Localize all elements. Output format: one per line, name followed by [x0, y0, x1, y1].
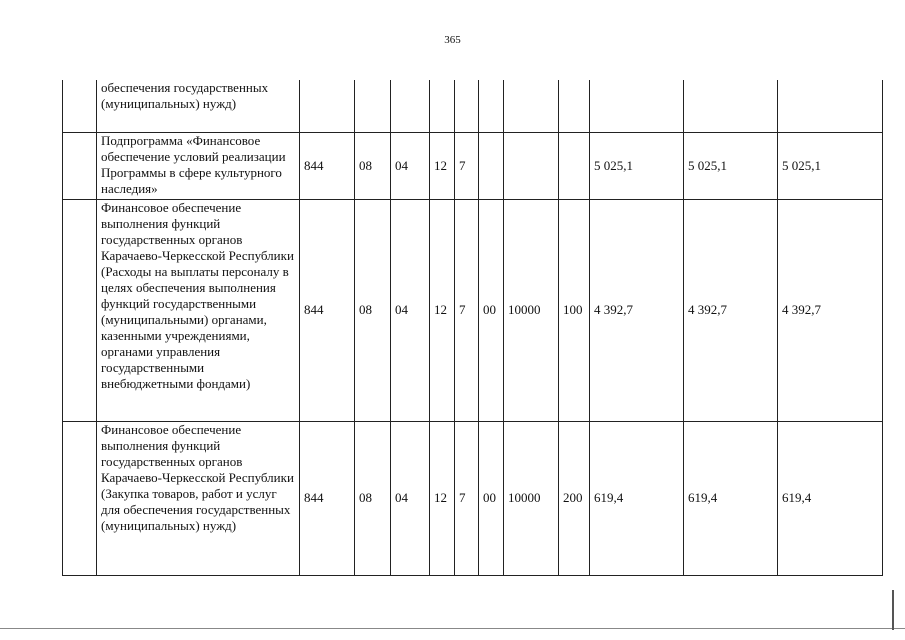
section-code-cell: [355, 80, 391, 132]
section-code-cell: 08: [355, 421, 391, 575]
ministry-code-cell: [300, 80, 355, 132]
sum-year3-cell: 4 392,7: [778, 199, 883, 421]
ministry-code-cell: 844: [300, 199, 355, 421]
row-number-cell: [63, 80, 97, 132]
expense-type-cell: 100: [559, 199, 590, 421]
ministry-code-cell: 844: [300, 421, 355, 575]
description-cell: Подпрограмма «Финансовое обеспечение условий реализации Программы в сфере культурного наследия»: [97, 132, 300, 199]
subsection-code-cell: 04: [391, 199, 430, 421]
section-code-cell: 08: [355, 199, 391, 421]
subprogram-code-cell: 7: [455, 132, 479, 199]
sum-year3-cell: 5 025,1: [778, 132, 883, 199]
budget-table: [62, 80, 883, 576]
description-cell: обеспечения государственных (муниципальных) нужд): [97, 80, 300, 132]
sum-year1-cell: 5 025,1: [590, 132, 684, 199]
subprogram-code-cell: 7: [455, 199, 479, 421]
sum-year3-cell: [778, 80, 883, 132]
sum-year1-cell: 4 392,7: [590, 199, 684, 421]
sum-year1-cell: [590, 80, 684, 132]
table-row: [63, 199, 883, 421]
sum-year2-cell: 619,4: [684, 421, 778, 575]
expense-code-cell: [504, 80, 559, 132]
page-number: 365: [444, 34, 461, 46]
direction-code-cell: [479, 80, 504, 132]
subprogram-code-cell: 7: [455, 421, 479, 575]
table-row: [63, 80, 883, 132]
description-cell: Финансовое обеспечение выполнения функций государственных органов Карачаево-Черкесской Республики (Расходы на выплаты персоналу в целях обеспечения выполнения функций государственными (муниципальными) органами, казенными учреждениями, органами управления государственными внебюджетными фондами): [97, 199, 300, 421]
subsection-code-cell: 04: [391, 132, 430, 199]
direction-code-cell: 00: [479, 421, 504, 575]
subsection-code-cell: 04: [391, 421, 430, 575]
program-code-cell: 12: [430, 132, 455, 199]
description-cell: Финансовое обеспечение выполнения функций государственных органов Карачаево-Черкесской Республики (Закупка товаров, работ и услуг для обеспечения государственных (муниципальных) нужд): [97, 421, 300, 575]
section-code-cell: 08: [355, 132, 391, 199]
expense-code-cell: 10000: [504, 421, 559, 575]
scan-edge-line: [0, 628, 905, 629]
expense-type-cell: [559, 80, 590, 132]
direction-code-cell: 00: [479, 199, 504, 421]
direction-code-cell: [479, 132, 504, 199]
expense-code-cell: 10000: [504, 199, 559, 421]
sum-year3-cell: 619,4: [778, 421, 883, 575]
table-row: [63, 132, 883, 199]
table-row: [63, 421, 883, 575]
row-number-cell: [63, 421, 97, 575]
sum-year2-cell: [684, 80, 778, 132]
subprogram-code-cell: [455, 80, 479, 132]
row-number-cell: [63, 199, 97, 421]
program-code-cell: [430, 80, 455, 132]
sum-year2-cell: 5 025,1: [684, 132, 778, 199]
sum-year2-cell: 4 392,7: [684, 199, 778, 421]
row-number-cell: [63, 132, 97, 199]
ministry-code-cell: 844: [300, 132, 355, 199]
program-code-cell: 12: [430, 421, 455, 575]
sum-year1-cell: 619,4: [590, 421, 684, 575]
expense-type-cell: 200: [559, 421, 590, 575]
program-code-cell: 12: [430, 199, 455, 421]
scan-edge-right: [892, 590, 894, 630]
expense-code-cell: [504, 132, 559, 199]
subsection-code-cell: [391, 80, 430, 132]
expense-type-cell: [559, 132, 590, 199]
